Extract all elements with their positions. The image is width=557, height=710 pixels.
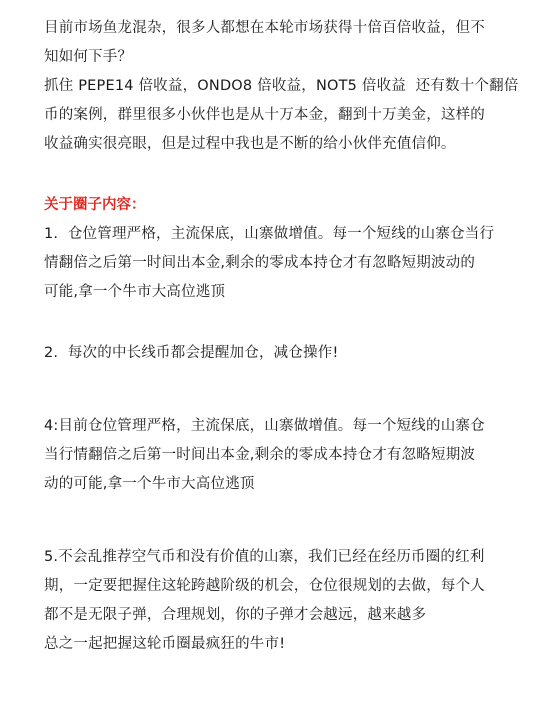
item-4-line-1: 4:目前仓位管理严格，主流保底，山寨做增值。每一个短线的山寨仓 (44, 418, 485, 434)
item-5-line-3: 都不是无限子弹，合理规划，你的子弹才会越远，越来越多 (44, 607, 427, 623)
item-1-line-2: 情翻倍之后第一时间出本金,剩余的零成本持仓才有忽略短期波动的 (44, 255, 476, 271)
item-5-line-1: 5.不会乱推荐空气币和没有价值的山寨，我们已经在经历币圈的红利 (44, 549, 485, 565)
intro-block (44, 14, 527, 159)
item-2-line-1: 2. 每次的中长线币都会提醒加仓，减仓操作! (44, 345, 339, 361)
intro-line-1: 目前市场鱼龙混杂，很多人都想在本轮市场获得十倍百倍收益，但不 (44, 20, 485, 36)
item-2 (44, 339, 527, 368)
intro-line-5: 收益确实很亮眼，但是过程中我也是不断的给小伙伴充值信仰。 (44, 136, 456, 152)
intro-line-4: 币的案例，群里很多小伙伴也是从十万本金，翻到十万美金，这样的 (44, 107, 485, 123)
spacer (44, 307, 527, 339)
item-4-line-2: 当行情翻倍之后第一时间出本金,剩余的零成本持仓才有忽略短期波 (44, 447, 476, 463)
item-5 (44, 543, 527, 659)
item-1-line-1: 1. 仓位管理严格，主流保底，山寨做增值。每一个短线的山寨仓当行 (44, 226, 495, 242)
item-1 (44, 220, 527, 307)
item-1-line-3: 可能,拿一个牛市大高位逃顶 (44, 284, 226, 300)
item-5-line-4: 总之一起把握这轮币圈最疯狂的牛市! (44, 636, 286, 652)
section-heading: 关于圈子内容： (44, 197, 146, 213)
spacer (44, 368, 527, 412)
spacer (44, 499, 527, 543)
item-4-line-3: 动的可能,拿一个牛市大高位逃顶 (44, 476, 255, 492)
intro-line-3: 抓住 PEPE14 倍收益，ONDO8 倍收益，NOT5 倍收益 还有数十个翻倍 (44, 78, 519, 94)
intro-line-2: 知如何下手？ (44, 49, 133, 65)
item-5-line-2: 期，一定要把握住这轮跨越阶级的机会，仓位很规划的去做，每个人 (44, 578, 485, 594)
spacer (44, 159, 527, 191)
item-4 (44, 412, 527, 499)
